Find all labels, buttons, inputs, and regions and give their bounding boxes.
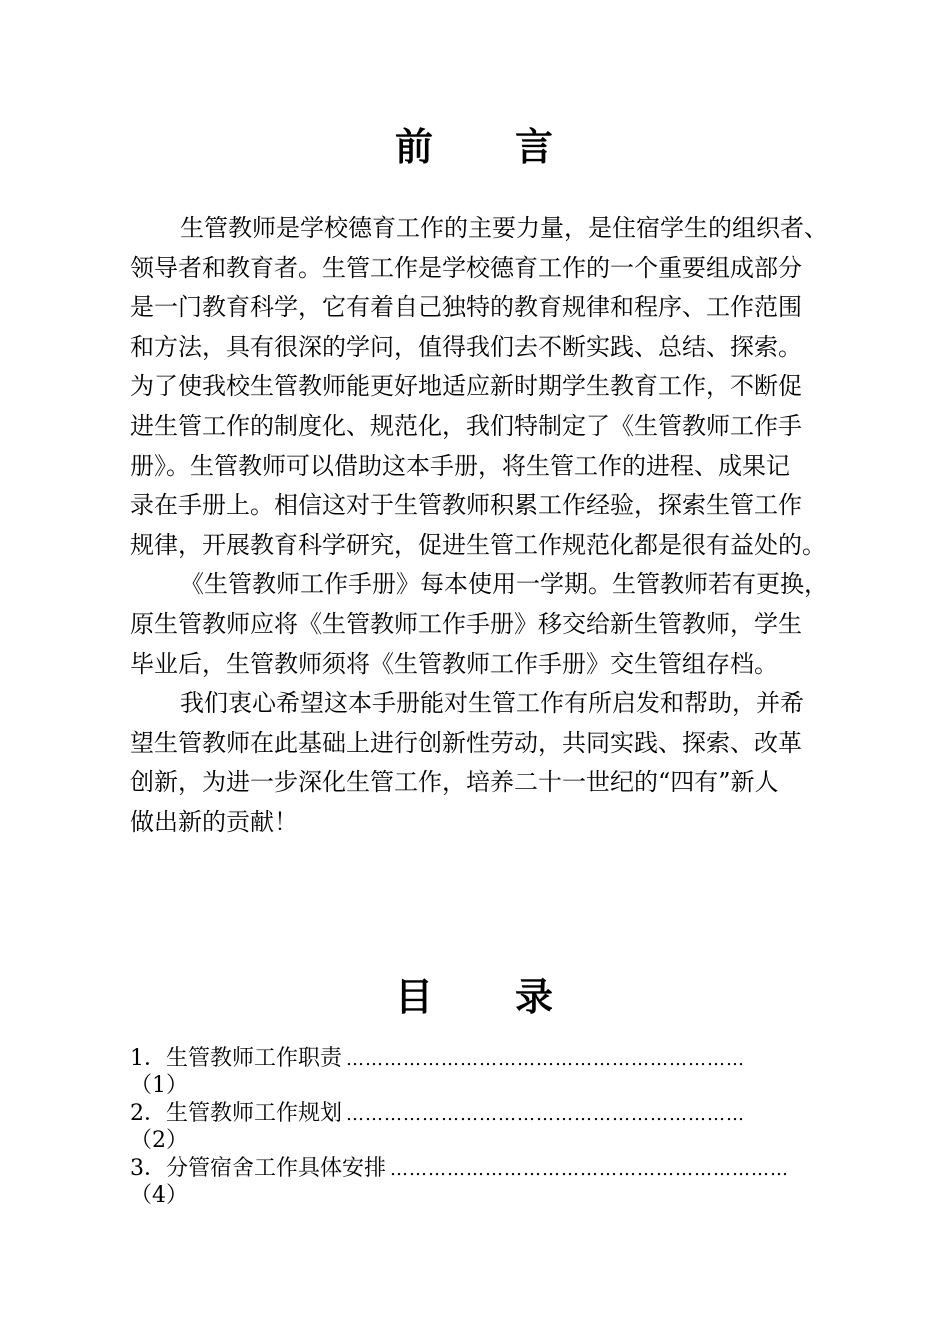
preface-body	[130, 209, 870, 843]
preface-line: 望生管教师在此基础上进行创新性劳动，共同实践、探索、改革	[130, 728, 802, 757]
toc-entry[interactable]	[130, 1046, 870, 1099]
preface-line: 规律，开展教育科学研究，促进生管工作规范化都是很有益处的。	[130, 530, 826, 559]
toc-entry-label: 1．生管教师工作职责	[130, 1046, 342, 1071]
preface-title	[0, 124, 950, 170]
toc-entry-page: （4）	[130, 1183, 188, 1208]
preface-title-char-1: 前	[394, 124, 435, 169]
preface-line: 《生管教师工作手册》每本使用一学期。生管教师若有更换，	[180, 570, 828, 599]
preface-line: 录在手册上。相信这对于生管教师积累工作经验，探索生管工作	[130, 491, 802, 520]
preface-title-char-2: 言	[515, 124, 556, 169]
toc-leader-dots: ………………………………………………………	[390, 1159, 789, 1180]
toc-title-char-2: 录	[515, 974, 556, 1019]
preface-line: 毕业后，生管教师须将《生管教师工作手册》交生管组存档。	[130, 649, 778, 678]
toc-entry-label: 2．生管教师工作规划	[130, 1101, 342, 1126]
preface-line: 为了使我校生管教师能更好地适应新时期学生教育工作，不断促	[130, 372, 802, 401]
toc-leader-dots: ………………………………………………………	[346, 1049, 745, 1070]
toc-title	[0, 974, 950, 1020]
table-of-contents	[130, 1046, 870, 1211]
preface-line: 生管教师是学校德育工作的主要力量，是住宿学生的组织者、	[180, 214, 828, 242]
toc-entry-label: 3．分管宿舍工作具体安排	[130, 1156, 386, 1181]
preface-line: 创新，为进一步深化生管工作，培养二十一世纪的“四有”新人	[130, 768, 779, 797]
toc-entry[interactable]	[130, 1101, 870, 1154]
toc-title-char-1: 目	[394, 974, 435, 1019]
toc-entry-page: （1）	[130, 1073, 188, 1098]
toc-leader-dots: ………………………………………………………	[346, 1104, 745, 1125]
toc-entry[interactable]	[130, 1156, 870, 1209]
preface-line: 做出新的贡献！	[130, 807, 298, 836]
preface-line: 进生管工作的制度化、规范化，我们特制定了《生管教师工作手	[130, 411, 802, 440]
preface-line: 我们衷心希望这本手册能对生管工作有所启发和帮助，并希	[180, 689, 804, 718]
preface-line: 册》。生管教师可以借助这本手册，将生管工作的进程、成果记	[130, 451, 790, 480]
preface-line: 是一门教育科学，它有着自己独特的教育规律和程序、工作范围	[130, 293, 802, 322]
preface-line: 领导者和教育者。生管工作是学校德育工作的一个重要组成部分	[130, 253, 802, 282]
toc-entry-page: （2）	[130, 1128, 188, 1153]
preface-line: 和方法，具有很深的学问，值得我们去不断实践、总结、探索。	[130, 332, 802, 361]
preface-line: 原生管教师应将《生管教师工作手册》移交给新生管教师，学生	[130, 609, 802, 638]
